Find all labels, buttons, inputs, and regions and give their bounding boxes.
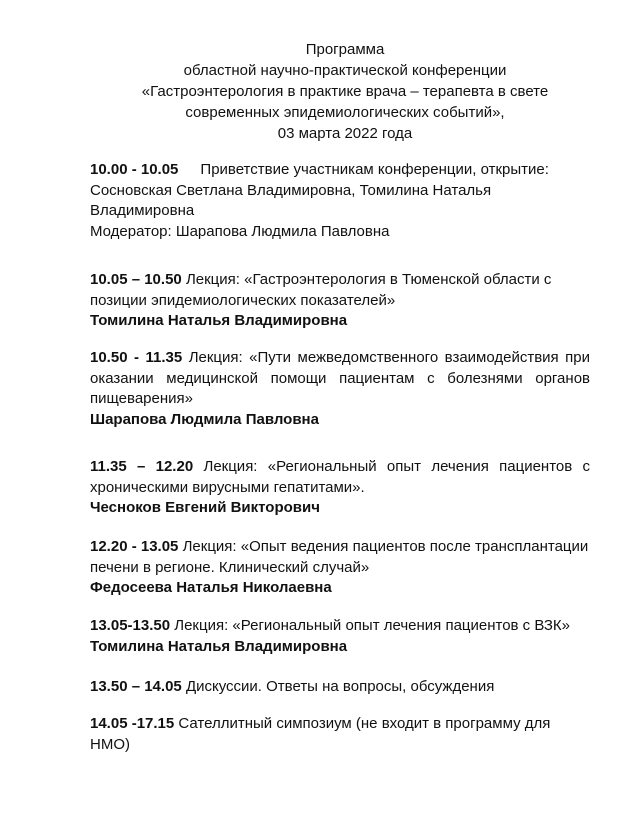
program-item [90,457,590,519]
item-speakers: Сосновская Светлана Владимировна, Томилина Наталья Владимировна [90,181,492,219]
item-speaker: Федосеева Наталья Николаевна [90,579,332,596]
item-speaker: Томилина Наталья Владимировна [90,637,348,655]
program-item [90,677,590,698]
program-item [90,616,590,657]
item-time: 12.20 - 13.05 [90,538,179,555]
item-text: Приветствие участникам конференции, открытие: [200,161,549,178]
program-item [90,537,590,599]
title-line: Программа [305,41,385,58]
item-text: Сателлитный симпозиум (не входит в программу для НМО) [90,715,551,753]
program-item [90,160,590,242]
item-text: Лекция: «Региональный опыт лечения пациентов с хроническими вирусными гепатитами». [90,458,590,496]
item-time: 13.05-13.50 [90,617,171,634]
item-time: 10.00 - 10.05 [90,161,179,178]
item-text: Лекция: «Гастроэнтерология в Тюменской области с позиции эпидемиологических показателей» [90,271,552,309]
title-line: современных эпидемиологических событий», [185,104,505,121]
title-line: областной научно-практической конференции [183,62,507,79]
item-time: 10.05 – 10.50 [90,271,182,288]
item-speaker: Чесноков Евгений Викторович [90,499,320,516]
item-time: 13.50 – 14.05 [90,678,182,695]
program-item [90,270,590,332]
item-time: 10.50 - 11.35 [90,349,183,366]
item-speaker: Шарапова Людмила Павловна [90,410,319,428]
item-time: 11.35 – 12.20 [90,458,194,475]
title-line: 03 марта 2022 года [277,125,413,142]
item-speaker: Томилина Наталья Владимировна [90,312,348,329]
item-text: Лекция: «Опыт ведения пациентов после трансплантации печени в регионе. Клинический случай» [90,538,589,576]
program-item [90,348,590,430]
item-moderator: Модератор: Шарапова Людмила Павловна [90,222,390,240]
item-text: Дискуссии. Ответы на вопросы, обсуждения [185,678,495,695]
item-text: Лекция: «Пути межведомственного взаимодействия при оказании медицинской помощи пациентам с болезнями органов пищеварения» [90,349,590,407]
title-line: «Гастроэнтерология в практике врача – терапевта в свете [141,83,549,100]
document-title [90,40,600,145]
item-time: 14.05 -17.15 [90,715,175,732]
program-item [90,714,560,755]
item-text: Лекция: «Региональный опыт лечения пациентов с ВЗК» [174,617,570,634]
